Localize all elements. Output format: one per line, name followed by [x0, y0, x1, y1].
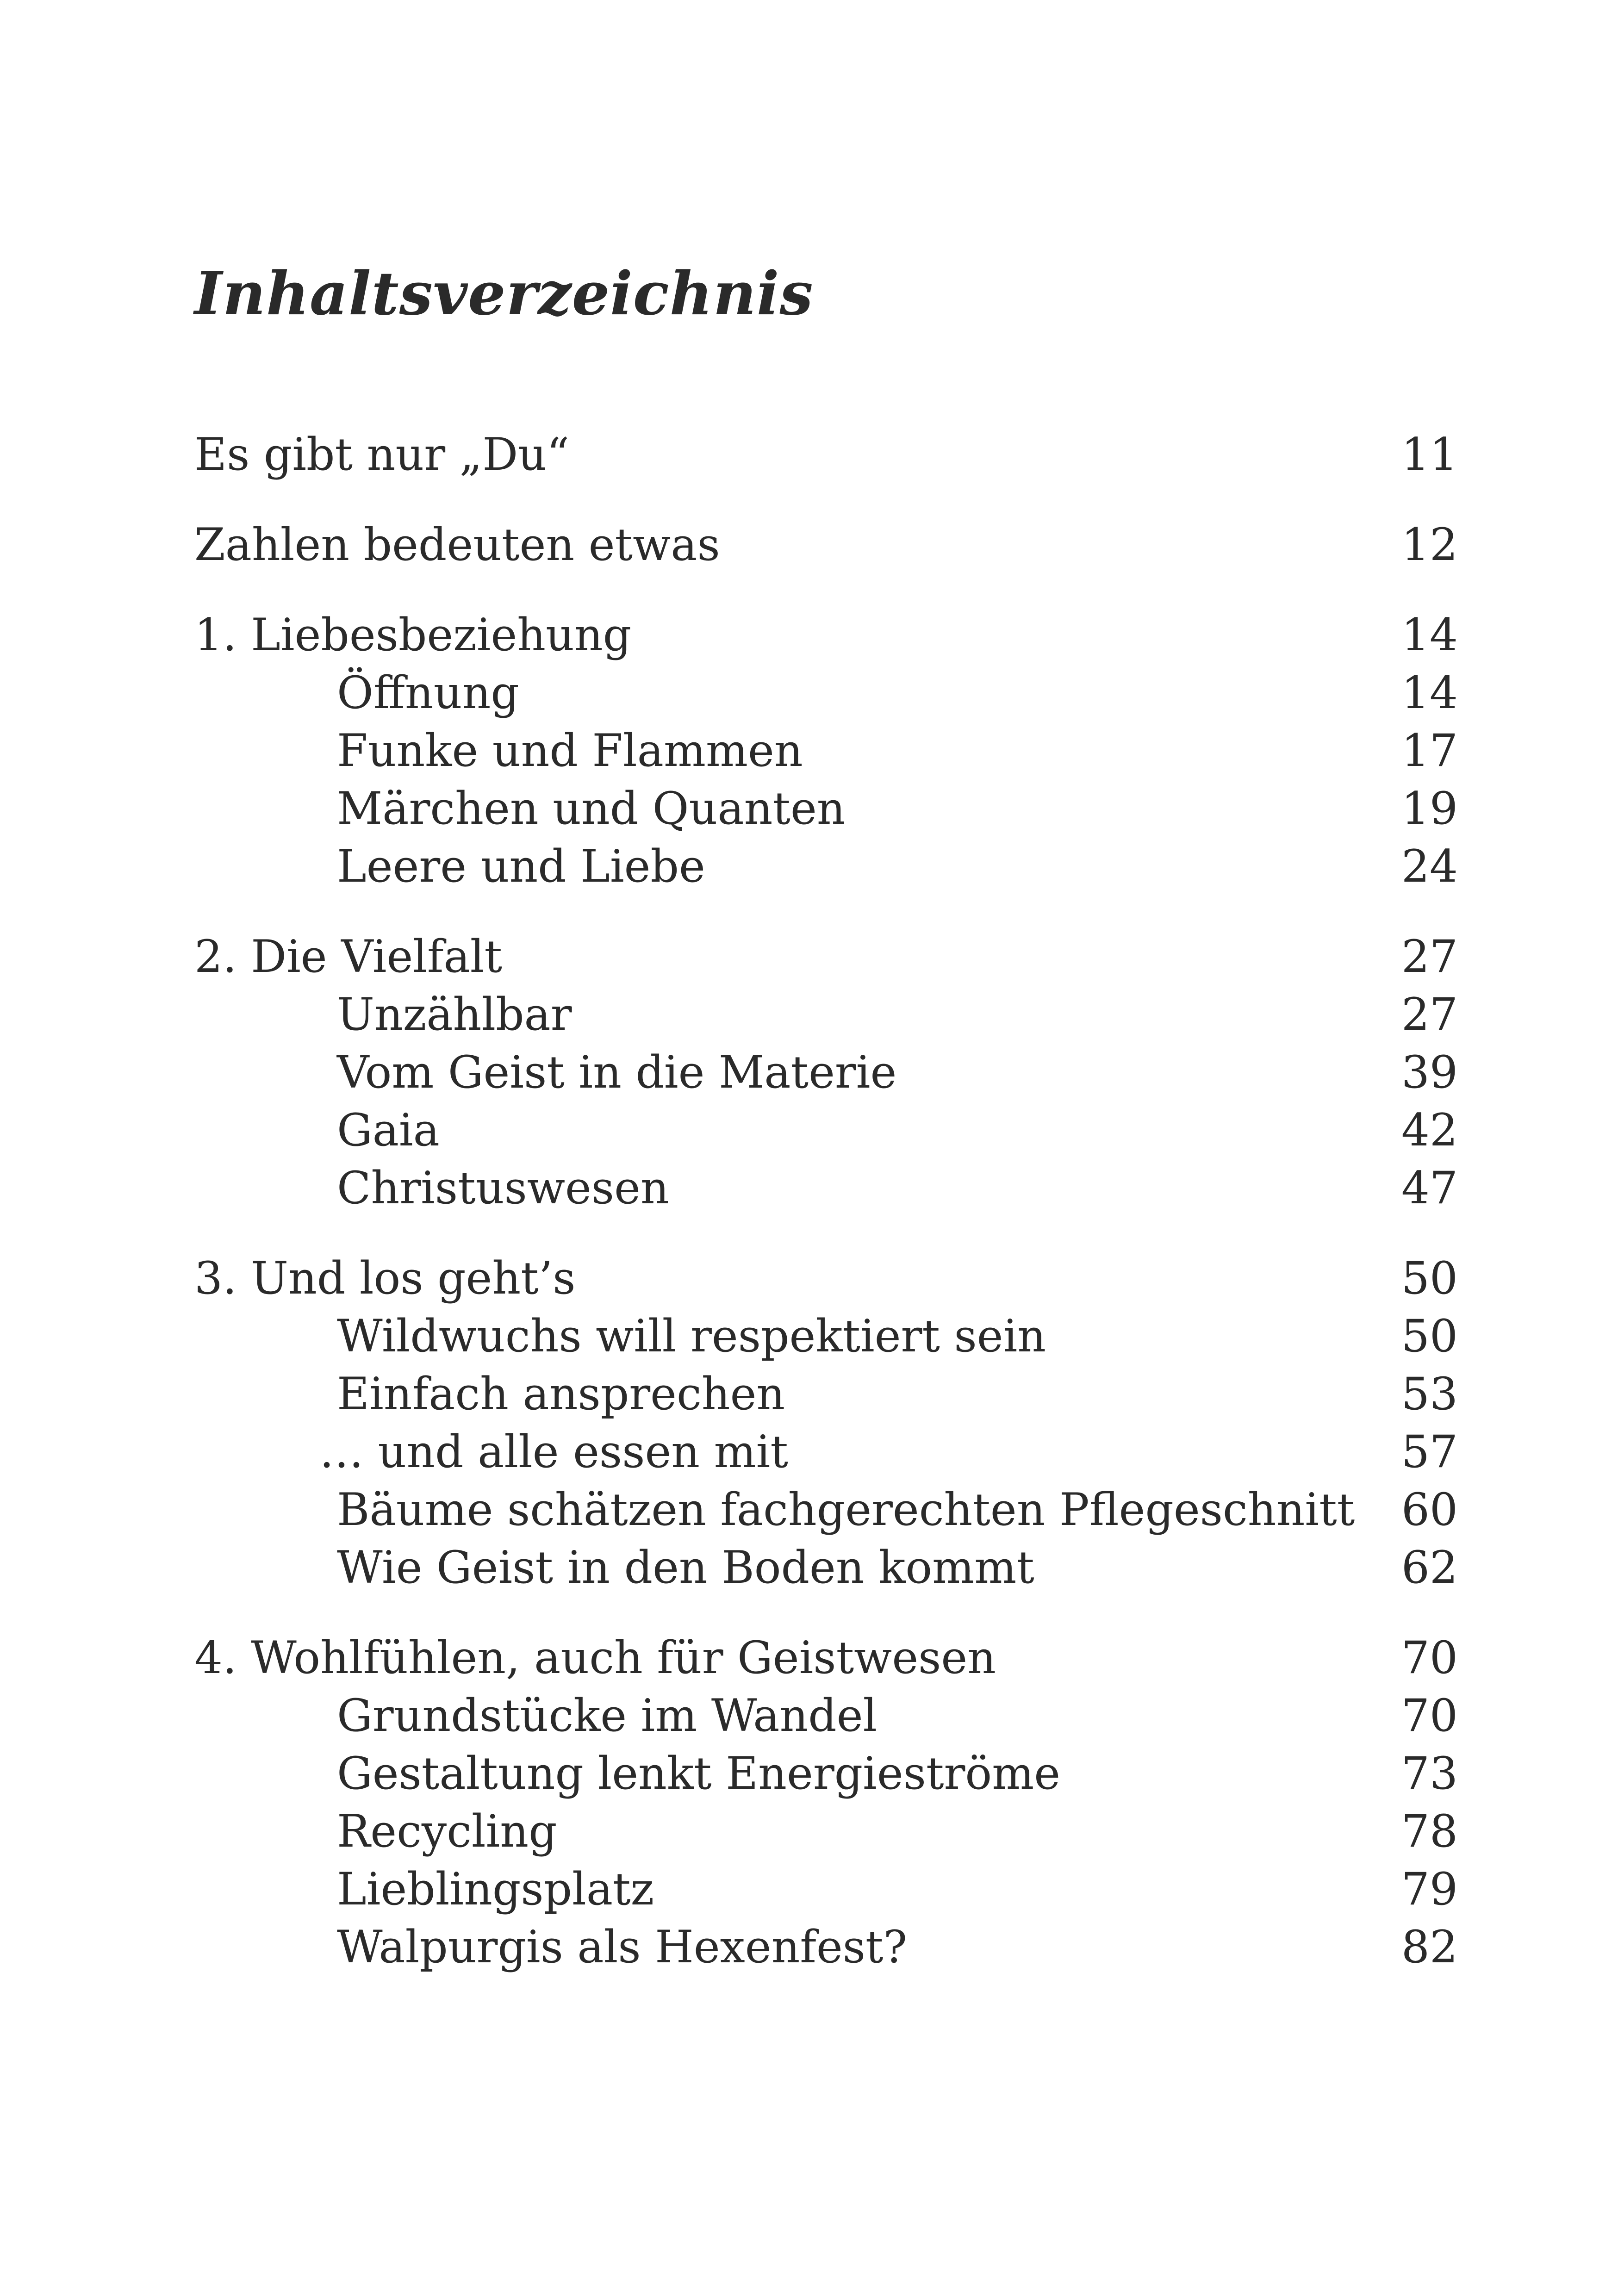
toc-subentry-label: Wildwuchs will respektiert sein: [337, 1310, 1046, 1362]
toc-subentry-page: 24: [1401, 840, 1458, 892]
toc-subentry-page: 19: [1401, 783, 1458, 834]
toc-subentry-label: Grundstücke im Wandel: [337, 1690, 877, 1742]
toc-subentry: [194, 664, 1458, 722]
toc-subentry-page: 42: [1401, 1104, 1458, 1156]
toc-subentry-label: … und alle essen mit: [319, 1426, 788, 1478]
toc-subentry: [194, 1365, 1458, 1423]
toc-subentry-label: Öffnung: [337, 667, 519, 719]
toc-subentry-label: Wie Geist in den Boden kommt: [337, 1542, 1034, 1593]
toc-subentry: [194, 1745, 1458, 1803]
toc-entry-page: 12: [1401, 519, 1458, 571]
toc-chapter: [194, 1629, 1458, 1687]
toc-chapter-label: 1. Liebesbeziehung: [194, 609, 632, 661]
toc-chapter: [194, 606, 1458, 664]
toc-subentry: [194, 1423, 1458, 1481]
toc-chapter-label: 4. Wohlfühlen, auch für Geistwesen: [194, 1632, 996, 1684]
toc-subentry-page: 57: [1401, 1426, 1458, 1478]
toc-entry-label: Zahlen bedeuten etwas: [194, 519, 720, 571]
toc-subentry: [194, 838, 1458, 896]
toc-chapter-label: 3. Und los geht’s: [194, 1252, 576, 1304]
toc-subentry-page: 47: [1401, 1162, 1458, 1214]
toc-subentry-label: Christuswesen: [337, 1162, 669, 1214]
toc-subentry-page: 53: [1401, 1368, 1458, 1420]
toc-subentry-page: 78: [1401, 1805, 1458, 1857]
toc-subentry-label: Funke und Flammen: [337, 725, 803, 777]
toc-chapter: [194, 928, 1458, 986]
toc-chapter-page: 50: [1401, 1252, 1458, 1304]
toc-entry: [194, 426, 1458, 484]
toc-title: Inhaltsverzeichnis: [194, 259, 814, 329]
toc-subentry-page: 50: [1401, 1310, 1458, 1362]
toc-subentry-page: 82: [1401, 1921, 1458, 1973]
toc-subentry-label: Lieblingsplatz: [337, 1863, 654, 1915]
toc-subentry-label: Recycling: [337, 1805, 557, 1857]
toc-subentry: [194, 1687, 1458, 1745]
toc-subentry-page: 14: [1401, 667, 1458, 719]
toc-subentry: [194, 722, 1458, 780]
toc-subentry-page: 79: [1401, 1863, 1458, 1915]
toc-subentry: [194, 1918, 1458, 1976]
toc-subentry-label: Bäume schätzen fachgerechten Pflegeschnitt: [337, 1484, 1355, 1536]
toc-subentry-label: Märchen und Quanten: [337, 783, 846, 834]
toc-entry-page: 11: [1401, 429, 1458, 480]
toc-subentry-page: 39: [1401, 1046, 1458, 1098]
toc-chapter-page: 27: [1401, 931, 1458, 983]
toc-subentry-label: Leere und Liebe: [337, 840, 705, 892]
toc-subentry: [194, 1307, 1458, 1365]
toc-subentry: [194, 1803, 1458, 1860]
toc-chapter-page: 70: [1401, 1632, 1458, 1684]
toc-subentry-label: Vom Geist in die Materie: [337, 1046, 897, 1098]
toc-subentry-label: Einfach ansprechen: [337, 1368, 785, 1420]
toc-chapter-page: 14: [1401, 609, 1458, 661]
toc-subentry-page: 70: [1401, 1690, 1458, 1742]
toc-subentry: [194, 1860, 1458, 1918]
toc-subentry-page: 27: [1401, 989, 1458, 1040]
toc-subentry-page: 17: [1401, 725, 1458, 777]
toc-subentry: [194, 1101, 1458, 1159]
toc-subentry-label: Unzählbar: [337, 989, 572, 1040]
toc-subentry-label: Gaia: [337, 1104, 440, 1156]
toc-subentry-page: 73: [1401, 1748, 1458, 1799]
toc-chapter-label: 2. Die Vielfalt: [194, 931, 503, 983]
toc-subentry: [194, 986, 1458, 1044]
toc-entry: [194, 516, 1458, 574]
toc-subentry: [194, 1481, 1458, 1539]
toc-subentry: [194, 1159, 1458, 1217]
toc-subentry: [194, 1044, 1458, 1101]
toc-subentry: [194, 1539, 1458, 1597]
toc-subentry-page: 62: [1401, 1542, 1458, 1593]
table-of-contents: [194, 426, 1458, 1976]
toc-chapter: [194, 1250, 1458, 1307]
toc-subentry-page: 60: [1401, 1484, 1458, 1536]
toc-entry-label: Es gibt nur „Du“: [194, 429, 570, 480]
toc-subentry-label: Gestaltung lenkt Energieströme: [337, 1748, 1061, 1799]
toc-subentry: [194, 780, 1458, 838]
toc-subentry-label: Walpurgis als Hexenfest?: [337, 1921, 908, 1973]
